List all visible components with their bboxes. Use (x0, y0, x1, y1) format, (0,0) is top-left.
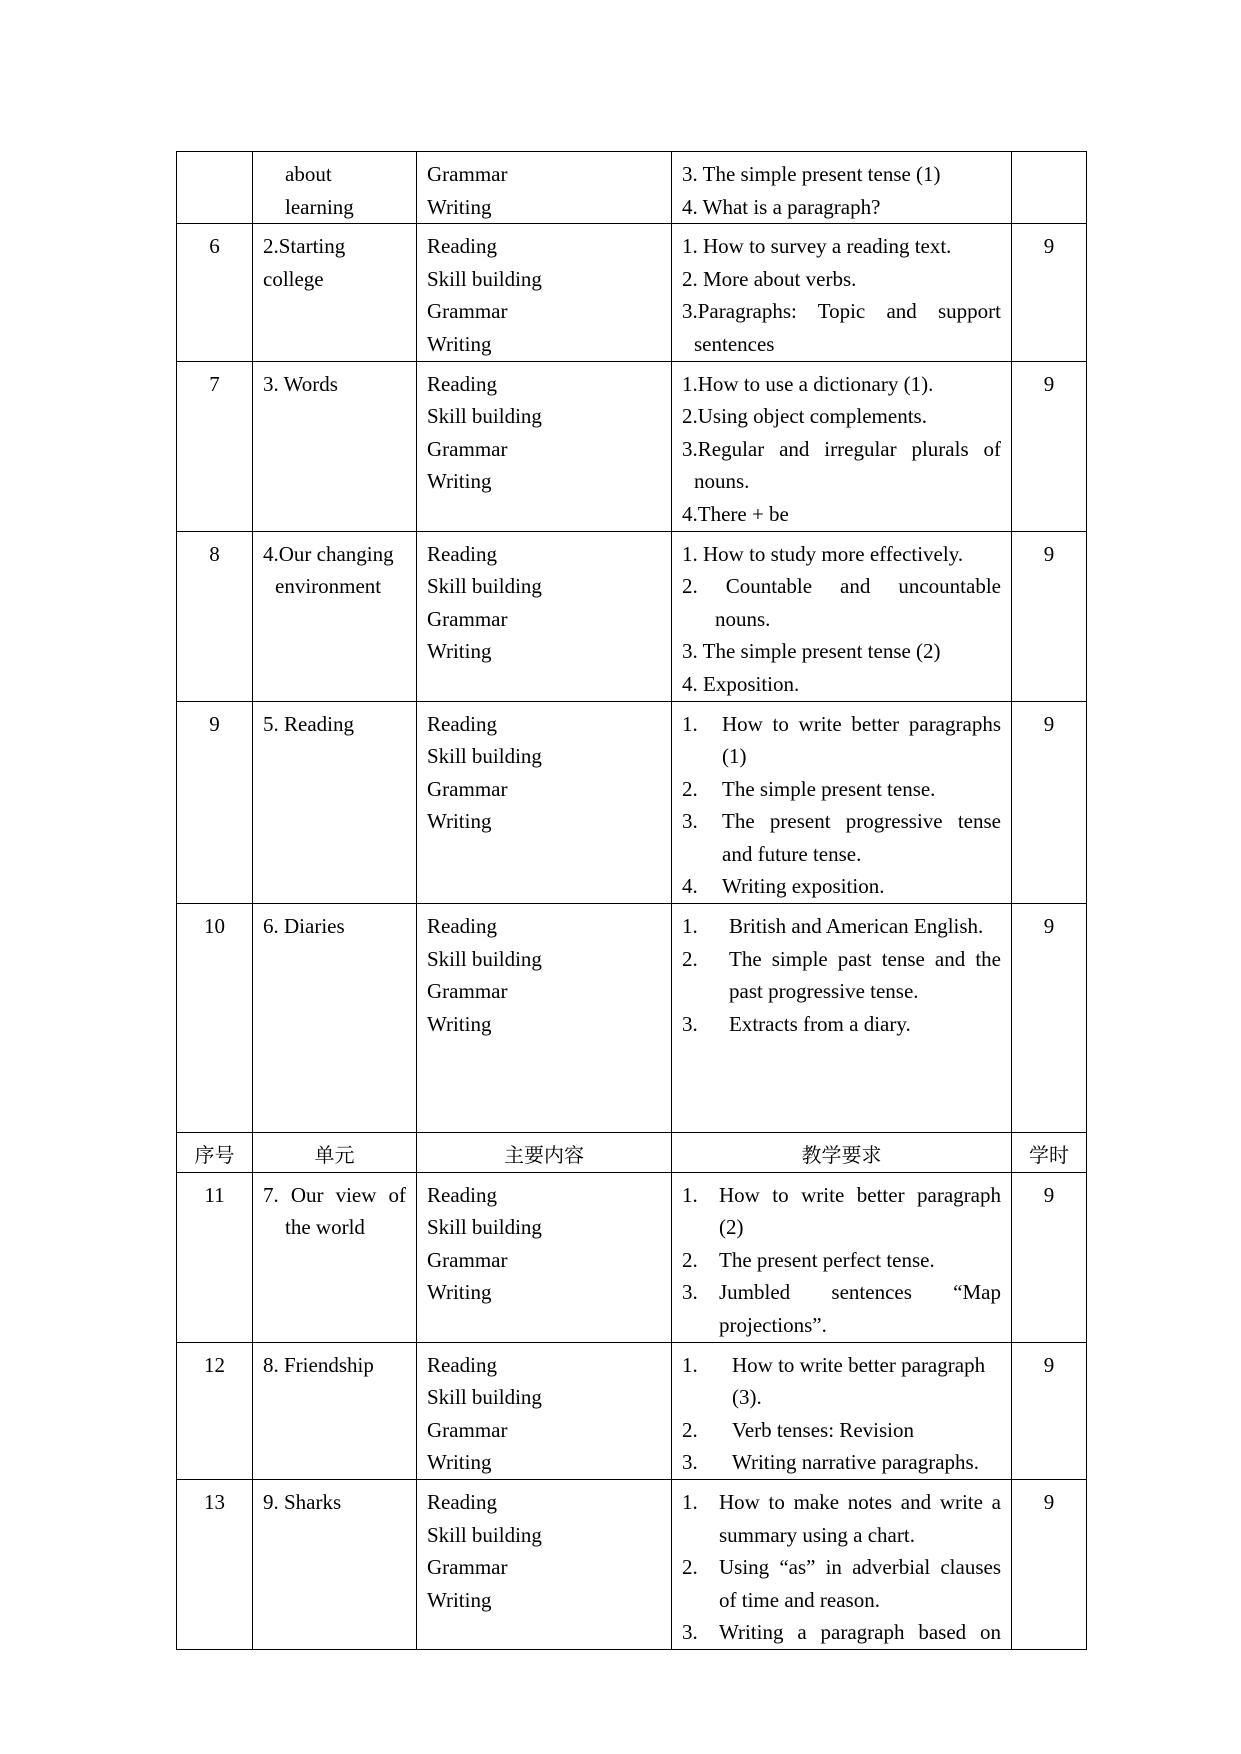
req-line: nouns. (694, 469, 750, 494)
req-item-text (732, 1446, 1001, 1479)
req-item (682, 910, 1001, 943)
req-item-number: 2. (682, 1247, 698, 1272)
content-line: Reading (427, 234, 497, 259)
req-text-line: How to make notes and write a (719, 1490, 1001, 1514)
content-line: Skill building (427, 266, 542, 291)
content-line: Writing (427, 639, 492, 664)
hours-cell: 9 (1012, 361, 1087, 531)
req-text-line: How to write better paragraphs (722, 711, 1001, 736)
row-number: 9 (177, 701, 253, 904)
content-cell (417, 361, 672, 531)
content-line: Skill building (427, 574, 542, 599)
req-text-line: The simple past tense and the (729, 946, 1001, 971)
req-item-text (729, 943, 1001, 1008)
req-text-line: (3). (732, 1385, 762, 1410)
hours-cell: 9 (1012, 701, 1087, 904)
req-text-line: Writing a paragraph based on (719, 1620, 1001, 1645)
req-line: 1.How to use a dictionary (1). (682, 371, 934, 396)
req-line: 2. More about verbs. (682, 266, 857, 291)
unit-cell (253, 1172, 417, 1342)
req-text-line: (1) (722, 744, 747, 769)
unit-line: 7. Our view of (263, 1182, 406, 1207)
content-line: Reading (427, 914, 497, 939)
content-line: Reading (427, 1352, 497, 1377)
content-cell (417, 1342, 672, 1479)
content-cell (417, 701, 672, 904)
hours-cell: 9 (1012, 1342, 1087, 1479)
row-number: 7 (177, 361, 253, 531)
row-number: 8 (177, 531, 253, 701)
requirements-cell (672, 1172, 1012, 1342)
content-line: Writing (427, 1280, 492, 1305)
hours-cell (1012, 152, 1087, 224)
req-item-text (732, 1414, 1001, 1447)
req-item (682, 1486, 1001, 1551)
hours-cell: 9 (1012, 224, 1087, 361)
req-text-line: and future tense. (722, 841, 862, 866)
table-row (177, 1342, 1087, 1479)
req-text-line: How to write better paragraph (719, 1182, 1001, 1207)
req-item-text (729, 910, 1001, 943)
unit-cell (253, 224, 417, 361)
req-text-line: of time and reason. (719, 1587, 880, 1612)
unit-cell (253, 904, 417, 1133)
table-row (177, 224, 1087, 361)
content-cell (417, 224, 672, 361)
req-item-text (719, 1276, 1001, 1341)
table-row (177, 904, 1087, 1133)
content-cell (417, 1480, 672, 1650)
row-number: 12 (177, 1342, 253, 1479)
req-item-text (722, 870, 1001, 903)
req-line: 2. Countable and uncountable (682, 574, 1001, 599)
req-item (682, 1276, 1001, 1341)
req-item (682, 870, 1001, 903)
header-requirements: 教学要求 (672, 1133, 1012, 1173)
req-item (682, 708, 1001, 773)
req-item-number: 1. (682, 1182, 698, 1207)
req-item (682, 1179, 1001, 1244)
header-content: 主要内容 (417, 1133, 672, 1173)
req-line: nouns. (715, 606, 771, 631)
content-line: Grammar (427, 1555, 508, 1580)
req-text-line: Verb tenses: Revision (732, 1417, 914, 1442)
content-line: Writing (427, 194, 492, 219)
unit-line: 8. Friendship (263, 1352, 374, 1377)
req-text-line: past progressive tense. (729, 979, 919, 1004)
content-line: Writing (427, 1011, 492, 1036)
content-line: Grammar (427, 1247, 508, 1272)
content-line: Grammar (427, 436, 508, 461)
row-number: 13 (177, 1480, 253, 1650)
req-item (682, 1244, 1001, 1277)
unit-line: about (285, 162, 332, 186)
req-line: 3.Paragraphs: Topic and support (682, 299, 1001, 324)
content-line: Writing (427, 331, 492, 356)
req-line: 4. What is a paragraph? (682, 194, 881, 219)
req-text-line: Writing exposition. (722, 874, 885, 899)
content-line: Reading (427, 1182, 497, 1207)
req-item-number: 2. (682, 776, 698, 801)
unit-line: 6. Diaries (263, 914, 345, 939)
req-item (682, 1008, 1001, 1041)
unit-line: learning (285, 194, 354, 219)
req-item (682, 805, 1001, 870)
req-line: 4. Exposition. (682, 671, 800, 696)
content-line: Skill building (427, 946, 542, 971)
table-row (177, 531, 1087, 701)
content-line: Skill building (427, 744, 542, 769)
content-line: Writing (427, 809, 492, 834)
req-text-line: (2) (719, 1215, 744, 1240)
req-item-text (719, 1244, 1001, 1277)
req-line: 3. The simple present tense (1) (682, 162, 941, 186)
content-line: Grammar (427, 979, 508, 1004)
req-text-line: Using “as” in adverbial clauses (719, 1555, 1001, 1580)
content-line: Grammar (427, 162, 508, 186)
unit-cell (253, 361, 417, 531)
req-text-line: summary using a chart. (719, 1522, 915, 1547)
unit-line: 3. Words (263, 371, 338, 396)
req-item-number: 1. (682, 1352, 698, 1377)
req-item-number: 2. (682, 946, 698, 971)
req-text-line: The present progressive tense (722, 809, 1001, 834)
table-header-row (177, 1133, 1087, 1173)
requirements-cell (672, 361, 1012, 531)
table-row (177, 361, 1087, 531)
unit-cell (253, 1342, 417, 1479)
req-item-number: 1. (682, 914, 698, 939)
req-item-text (719, 1486, 1001, 1551)
req-item-text (719, 1551, 1001, 1616)
hours-cell: 9 (1012, 1172, 1087, 1342)
req-item (682, 1349, 1001, 1414)
req-item-number: 3. (682, 1280, 698, 1305)
header-hours: 学时 (1012, 1133, 1087, 1173)
req-item-text (732, 1349, 1001, 1414)
content-cell (417, 1172, 672, 1342)
unit-line: 5. Reading (263, 711, 354, 736)
unit-cell (253, 1480, 417, 1650)
req-item-number: 1. (682, 711, 698, 736)
req-text-line: The simple present tense. (722, 776, 936, 801)
unit-line: 4.Our changing (263, 541, 394, 566)
req-item-number: 3. (682, 1011, 698, 1036)
req-text-line: projections”. (719, 1313, 827, 1338)
content-line: Skill building (427, 1385, 542, 1410)
req-item-text (722, 708, 1001, 773)
hours-cell: 9 (1012, 904, 1087, 1133)
unit-line: the world (285, 1215, 365, 1240)
requirements-cell (672, 152, 1012, 224)
hours-cell: 9 (1012, 1480, 1087, 1650)
req-text-line: The present perfect tense. (719, 1247, 935, 1272)
content-line: Skill building (427, 404, 542, 429)
content-line: Grammar (427, 606, 508, 631)
requirements-cell (672, 224, 1012, 361)
req-item (682, 1414, 1001, 1447)
req-item-text (722, 805, 1001, 870)
req-text-line: Writing narrative paragraphs. (732, 1450, 979, 1475)
unit-line: 2.Starting (263, 234, 346, 259)
content-line: Grammar (427, 1417, 508, 1442)
req-item-text (719, 1179, 1001, 1244)
req-item-text (722, 773, 1001, 806)
req-text-line: Jumbled sentences “Map (719, 1280, 1001, 1305)
content-line: Skill building (427, 1522, 542, 1547)
req-line: 3.Regular and irregular plurals of (682, 436, 1001, 461)
syllabus-table (176, 151, 1087, 1650)
req-item-number: 4. (682, 874, 698, 899)
requirements-cell (672, 1480, 1012, 1650)
header-unit: 单元 (253, 1133, 417, 1173)
content-line: Grammar (427, 299, 508, 324)
content-line: Writing (427, 469, 492, 494)
unit-line: 9. Sharks (263, 1490, 342, 1514)
req-item (682, 773, 1001, 806)
content-line: Reading (427, 541, 497, 566)
req-text-line: How to write better paragraph (732, 1352, 986, 1377)
requirements-cell (672, 904, 1012, 1133)
req-item-number: 2. (682, 1417, 698, 1442)
req-item-number: 3. (682, 1450, 698, 1475)
req-line: 1. How to survey a reading text. (682, 234, 952, 259)
content-line: Reading (427, 371, 497, 396)
unit-line: college (263, 266, 324, 291)
content-cell (417, 531, 672, 701)
table-row (177, 701, 1087, 904)
req-item-number: 2. (682, 1555, 698, 1580)
content-line: Writing (427, 1587, 492, 1612)
unit-cell (253, 531, 417, 701)
header-no: 序号 (177, 1133, 253, 1173)
content-line: Reading (427, 711, 497, 736)
content-line: Grammar (427, 776, 508, 801)
requirements-cell (672, 531, 1012, 701)
table-row (177, 1480, 1087, 1650)
row-number: 10 (177, 904, 253, 1133)
row-number (177, 152, 253, 224)
req-line: sentences (694, 331, 775, 356)
req-text-line: British and American English. (729, 914, 984, 939)
req-item (682, 1551, 1001, 1616)
req-item-text (719, 1616, 1001, 1649)
unit-line: environment (275, 574, 382, 599)
req-item-text (729, 1008, 1001, 1041)
req-text-line: Extracts from a diary. (729, 1011, 911, 1036)
hours-cell: 9 (1012, 531, 1087, 701)
unit-cell (253, 701, 417, 904)
content-line: Writing (427, 1450, 492, 1475)
req-item (682, 1616, 1001, 1649)
table-row (177, 152, 1087, 224)
req-item-number: 1. (682, 1490, 698, 1514)
content-line: Skill building (427, 1215, 542, 1240)
req-item (682, 1446, 1001, 1479)
row-number: 11 (177, 1172, 253, 1342)
content-line: Reading (427, 1490, 497, 1514)
content-cell (417, 904, 672, 1133)
req-item-number: 3. (682, 1620, 698, 1645)
req-line: 2.Using object complements. (682, 404, 927, 429)
row-number: 6 (177, 224, 253, 361)
req-line: 1. How to study more effectively. (682, 541, 964, 566)
req-line: 3. The simple present tense (2) (682, 639, 941, 664)
req-item-number: 3. (682, 809, 698, 834)
requirements-cell (672, 701, 1012, 904)
req-line: 4.There + be (682, 501, 789, 526)
req-item (682, 943, 1001, 1008)
requirements-cell (672, 1342, 1012, 1479)
table-row (177, 1172, 1087, 1342)
content-cell (417, 152, 672, 224)
unit-cell (253, 152, 417, 224)
